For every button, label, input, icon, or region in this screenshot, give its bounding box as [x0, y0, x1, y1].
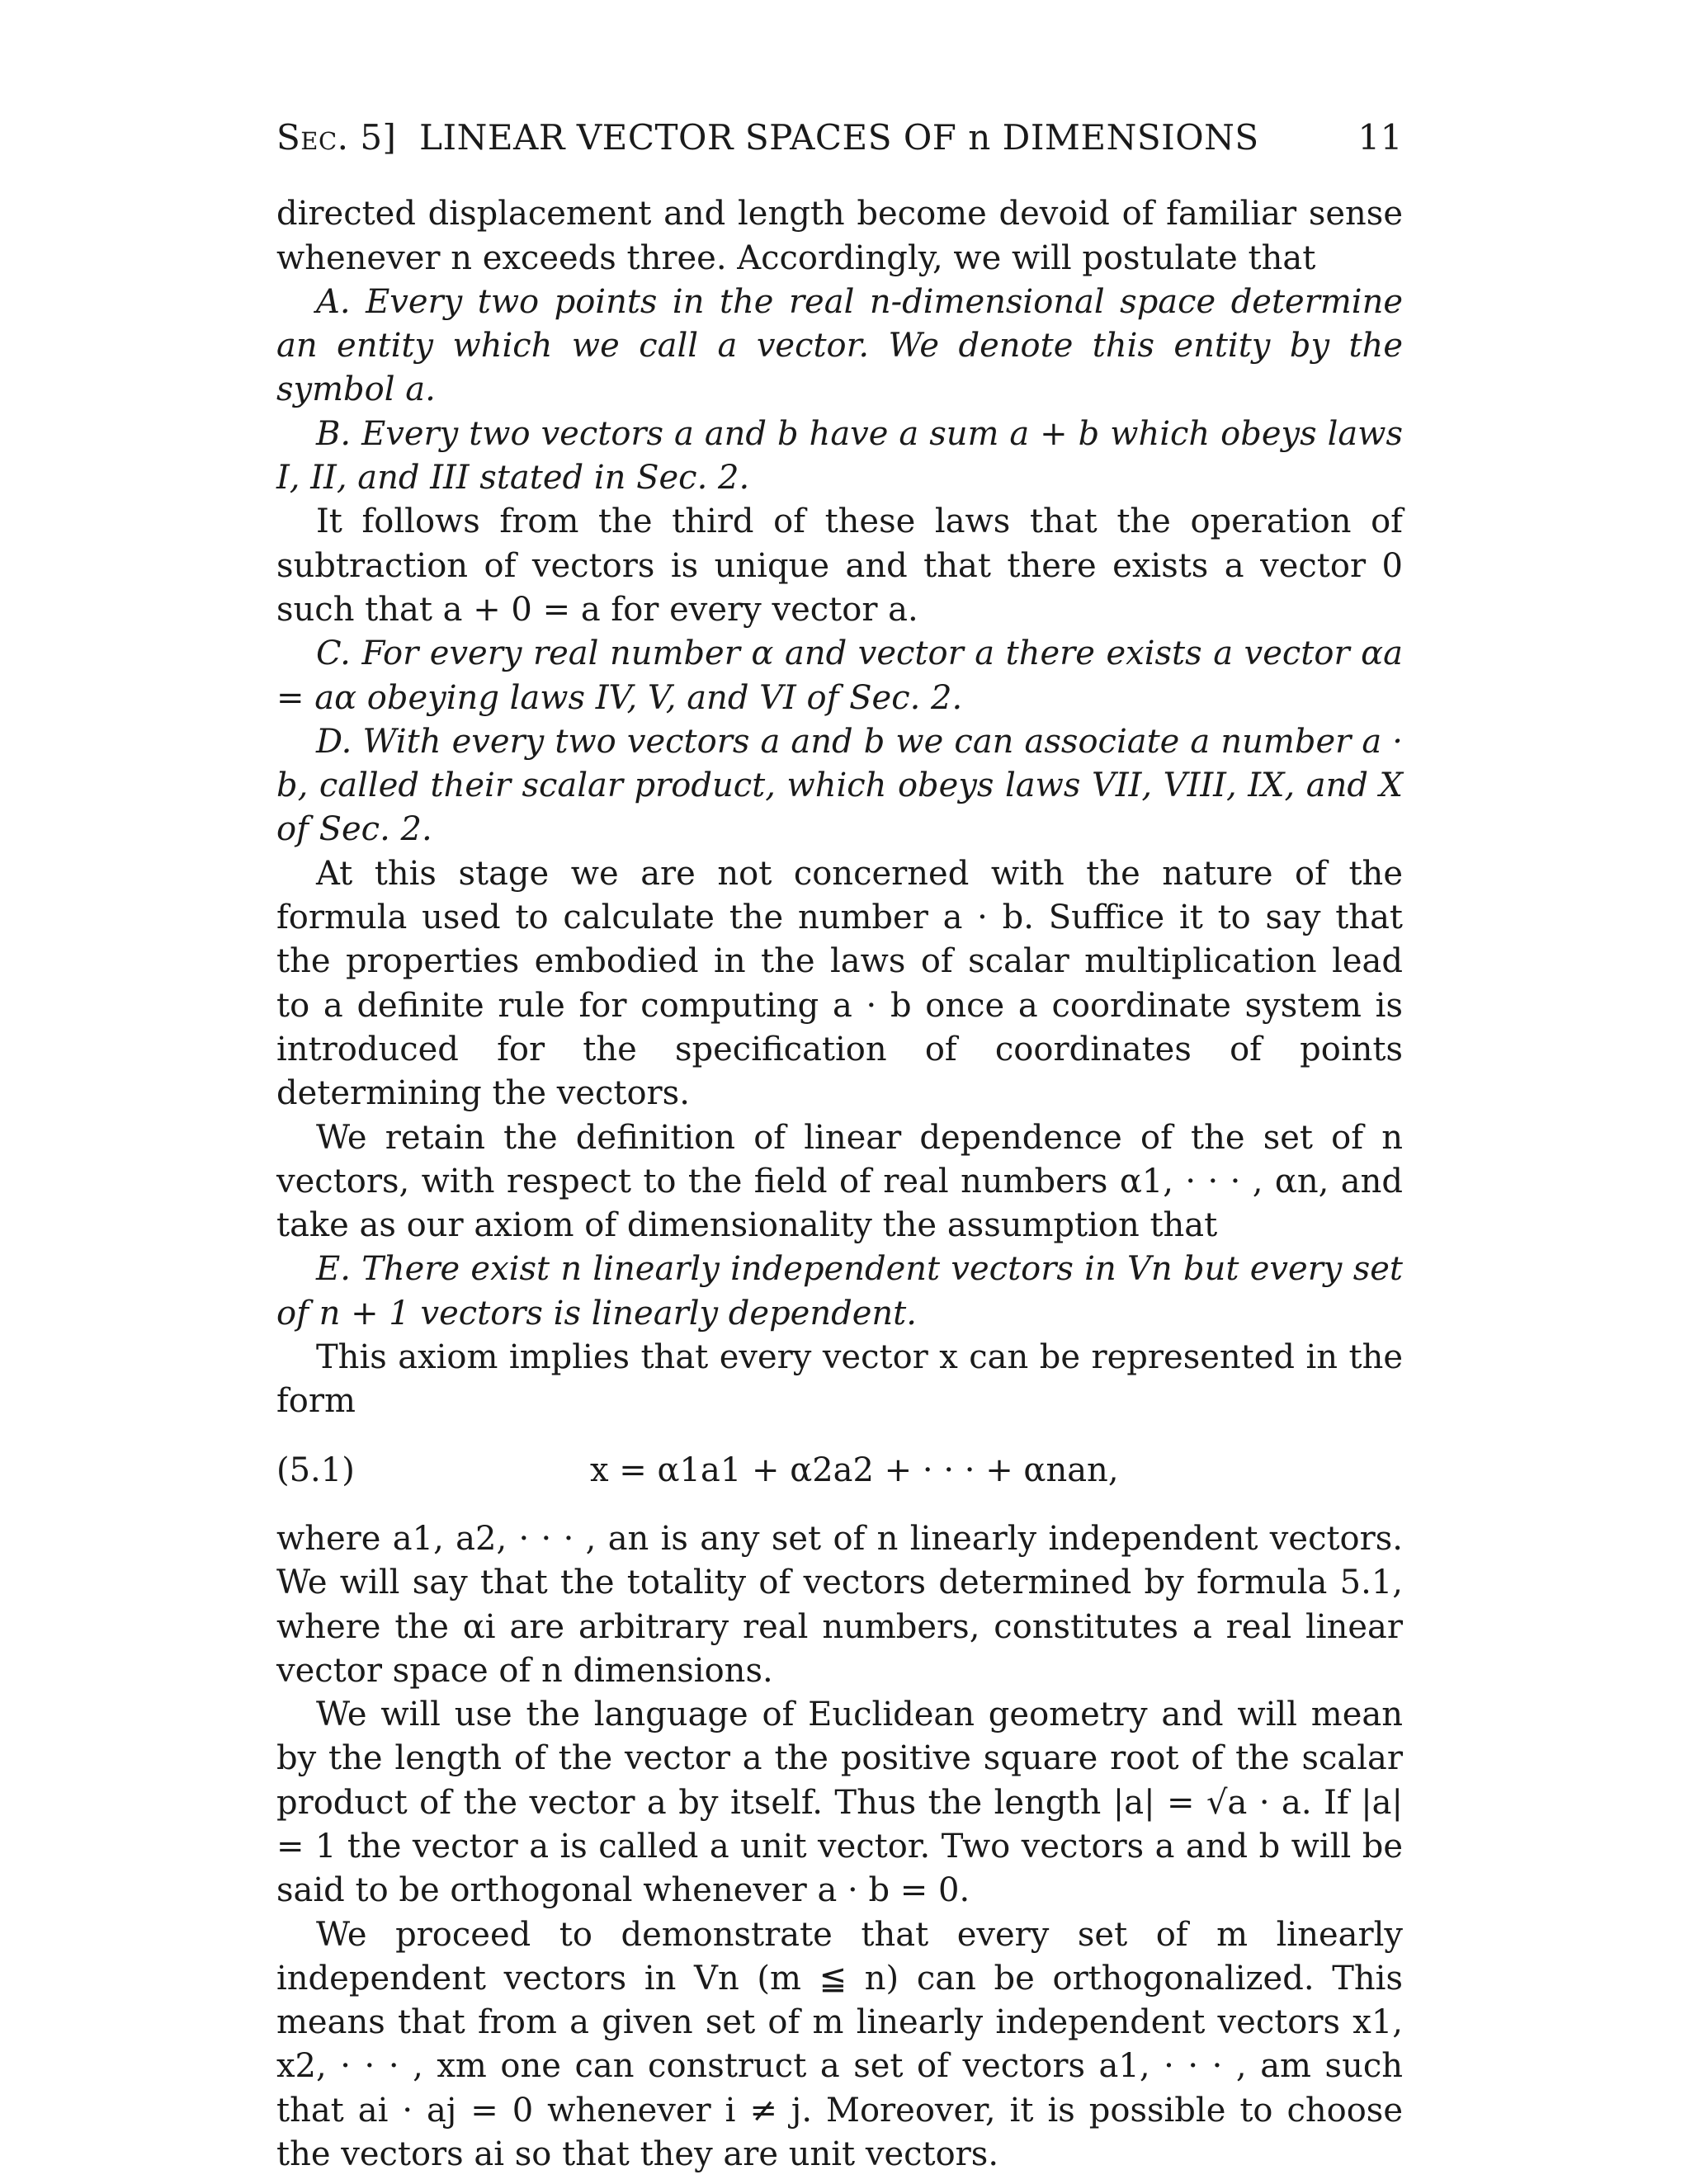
- document-page: [276, 116, 1403, 2177]
- postulate-e: E. There exist n linearly independent vectors in Vn but every set of n + 1 vectors is linearly dependent.: [276, 1250, 1403, 1333]
- running-header: [276, 116, 1403, 159]
- header-title-line: [276, 116, 1259, 159]
- postulate-a: A. Every two points in the real n-dimensional space determine an entity which we call a vector. We denote this entity by the symbol a.: [276, 282, 1403, 409]
- chapter-title: LINEAR VECTOR SPACES OF n DIMENSIONS: [419, 117, 1259, 158]
- paragraph-vector-space: where a1, a2, · · · , an is any set of n linearly independent vectors. We will say that the totality of vectors determined by formula 5.1, where the αi are arbitrary real numbers, constitutes a real linear vector space of n dimensions.: [276, 1519, 1403, 1690]
- paragraph-orthogonalization: We proceed to demonstrate that every set of m linearly independent vectors in Vn (m ≦ n) can be orthogonalized. This means that from a given set of m linearly independent vectors x1, x2, · · · , xm one can construct a set of vectors a1, · · · , am such that ai · aj = 0 whenever i ≠ j. Moreover, it is possible to choose the vectors ai so that they are unit vectors.: [276, 1915, 1403, 2174]
- paragraph-linear-dependence: We retain the definition of linear dependence of the set of n vectors, with respect to the field of real numbers α1, · · · , αn, and take as our axiom of dimensionality the assumption that: [276, 1118, 1403, 1245]
- postulate-c: C. For every real number α and vector a there exists a vector αa = aα obeying laws IV, V, and VI of Sec. 2.: [276, 634, 1403, 717]
- paragraph-subtraction: It follows from the third of these laws that the operation of subtraction of vectors is unique and that there exists a vector 0 such that a + 0 = a for every vector a.: [276, 502, 1403, 629]
- equation-body: x = α1a1 + α2a2 + · · · + αnan,: [590, 1450, 1119, 1489]
- paragraph-continuation: directed displacement and length become devoid of familiar sense whenever n exceeds three. Accordingly, we will postulate that: [276, 195, 1403, 277]
- equation-5-1: [276, 1449, 1403, 1493]
- paragraph-scalar-product: At this stage we are not concerned with the nature of the formula used to calculate the number a · b. Suffice it to say that the properties embodied in the laws of scalar multiplication lead to a definite rule for computing a · b once a coordinate system is introduced for the specification of coordinates of points determining the vectors.: [276, 854, 1403, 1113]
- equation-number: (5.1): [276, 1450, 355, 1489]
- paragraph-length: We will use the language of Euclidean geometry and will mean by the length of the vector a the positive square root of the scalar product of the vector a by itself. Thus the length |a| = √a · a. If |a| = 1 the vector a is called a unit vector. Two vectors a and b will be said to be orthogonal whenever a · b = 0.: [276, 1696, 1403, 1910]
- paragraph-axiom: This axiom implies that every vector x can be represented in the form: [276, 1338, 1403, 1421]
- postulate-d: D. With every two vectors a and b we can associate a number a · b, called their scalar product, which obeys laws VII, VIII, IX, and X of Sec. 2.: [276, 722, 1403, 849]
- page-number: 11: [1357, 117, 1403, 158]
- section-reference: Sec. 5]: [276, 117, 397, 158]
- postulate-b: B. Every two vectors a and b have a sum a + b which obeys laws I, II, and III stated in Sec. 2.: [276, 414, 1403, 498]
